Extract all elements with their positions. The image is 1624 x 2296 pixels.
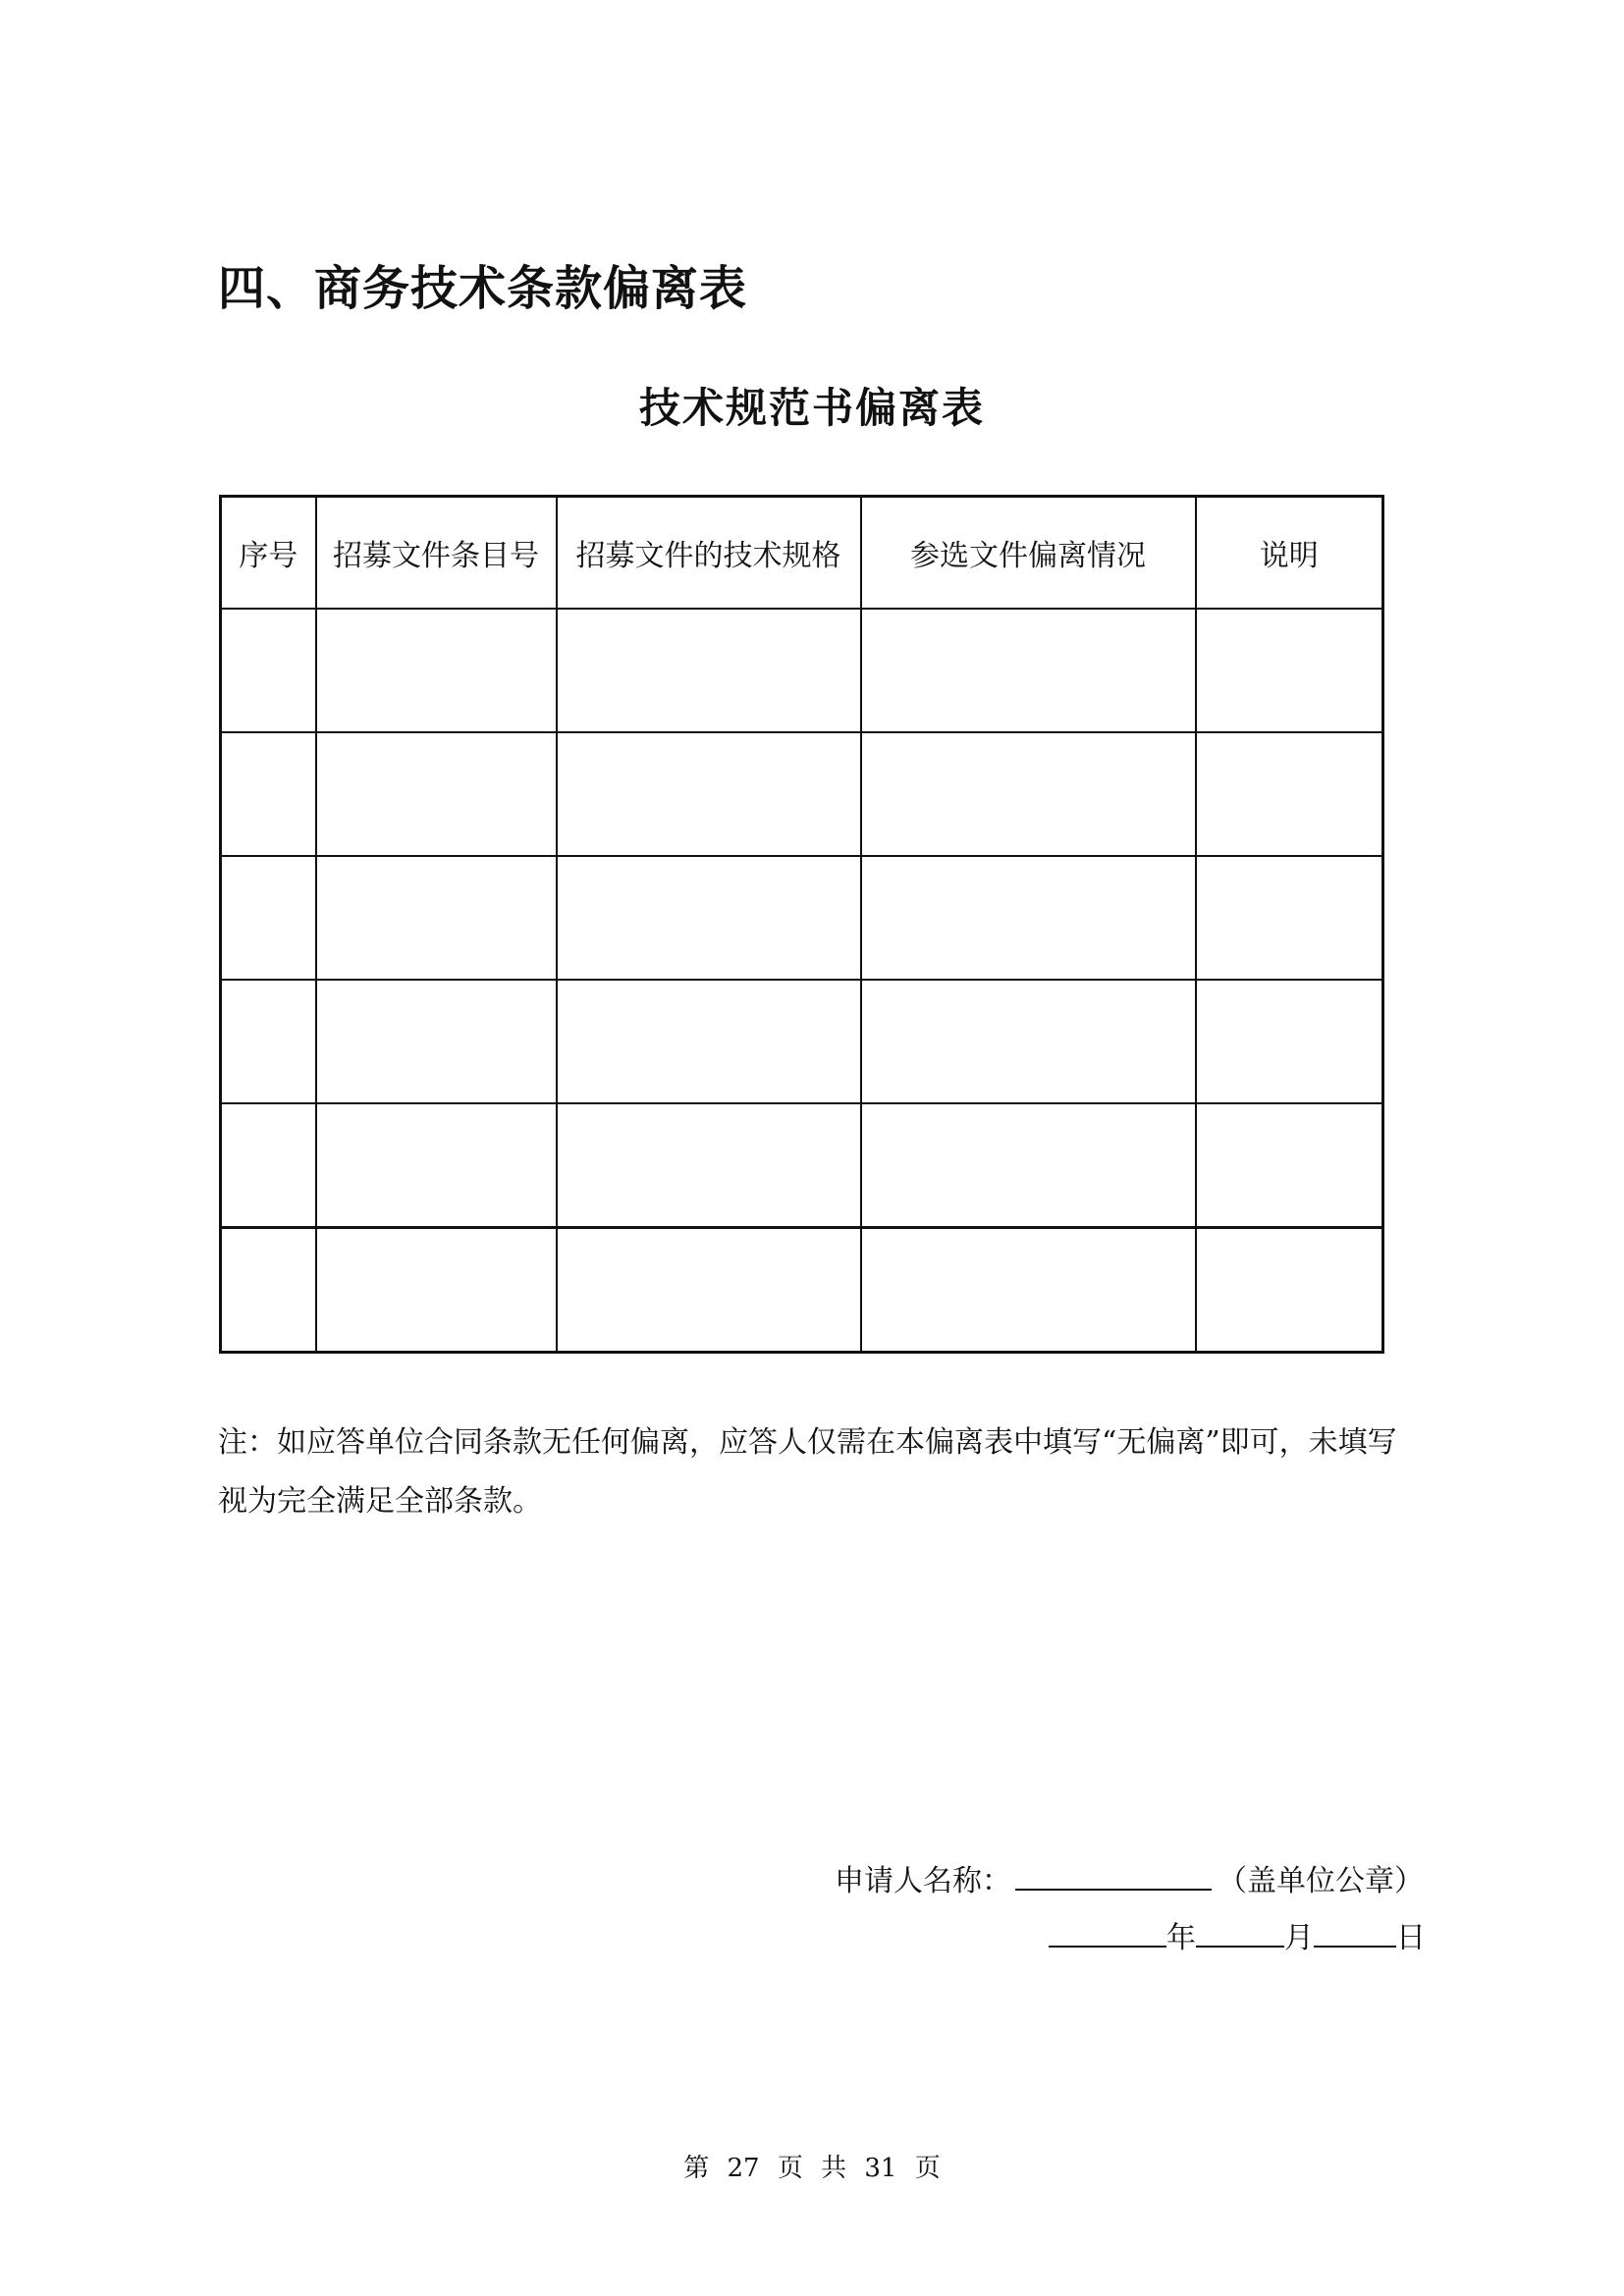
- month-field[interactable]: [1196, 1920, 1284, 1948]
- table-cell[interactable]: [316, 856, 557, 980]
- header-tech-spec: 招募文件的技术规格: [557, 497, 861, 610]
- table-cell[interactable]: [557, 609, 861, 732]
- seal-note: （盖单位公章）: [1218, 1864, 1424, 1898]
- table-cell[interactable]: [221, 1103, 316, 1228]
- page-footer: 第 27 页 共 31 页: [683, 2154, 941, 2183]
- table-cell[interactable]: [861, 732, 1196, 856]
- date-line: [1049, 1917, 1426, 1960]
- table-row: [221, 1228, 1383, 1353]
- year-label: 年: [1166, 1921, 1196, 1955]
- table-cell[interactable]: [557, 1228, 861, 1353]
- table-cell[interactable]: [557, 732, 861, 856]
- table-cell[interactable]: [316, 1103, 557, 1228]
- table-row: [221, 609, 1383, 732]
- table-cell[interactable]: [221, 980, 316, 1103]
- applicant-name-field[interactable]: [1015, 1865, 1212, 1891]
- table-cell[interactable]: [861, 1228, 1196, 1353]
- table-cell[interactable]: [316, 980, 557, 1103]
- table-cell[interactable]: [557, 1103, 861, 1228]
- table-cell[interactable]: [861, 980, 1196, 1103]
- table-cell[interactable]: [221, 732, 316, 856]
- header-clause-number: 招募文件条目号: [316, 497, 557, 610]
- note-text: 注：如应答单位合同条款无任何偏离，应答人仅需在本偏离表中填写“无偏离”即可，未填写视为完全满足全部条款。: [218, 1425, 1397, 1519]
- table-cell[interactable]: [221, 856, 316, 980]
- header-deviation-status: 参选文件偏离情况: [861, 497, 1196, 610]
- day-label: 日: [1396, 1921, 1426, 1955]
- applicant-label: 申请人名称：: [835, 1864, 1011, 1898]
- table-row: [221, 1103, 1383, 1228]
- table-cell[interactable]: [316, 609, 557, 732]
- table-row: [221, 732, 1383, 856]
- table-cell[interactable]: [221, 609, 316, 732]
- table-cell[interactable]: [861, 609, 1196, 732]
- table-cell[interactable]: [1196, 980, 1383, 1103]
- table-cell[interactable]: [316, 1228, 557, 1353]
- table-cell[interactable]: [221, 1228, 316, 1353]
- table-cell[interactable]: [1196, 856, 1383, 980]
- day-field[interactable]: [1314, 1920, 1396, 1948]
- table-cell[interactable]: [1196, 1228, 1383, 1353]
- table-cell[interactable]: [1196, 732, 1383, 856]
- table-header-row: [221, 497, 1383, 610]
- table-row: [221, 856, 1383, 980]
- section-heading: 四、商务技术条款偏离表: [218, 261, 748, 316]
- table-cell[interactable]: [861, 1103, 1196, 1228]
- header-remarks: 说明: [1196, 497, 1383, 610]
- table-cell[interactable]: [1196, 609, 1383, 732]
- table-cell[interactable]: [316, 732, 557, 856]
- header-serial-number: 序号: [221, 497, 316, 610]
- table-cell[interactable]: [557, 980, 861, 1103]
- table-cell[interactable]: [557, 856, 861, 980]
- table-cell[interactable]: [861, 856, 1196, 980]
- table-row: [221, 980, 1383, 1103]
- year-field[interactable]: [1049, 1920, 1166, 1948]
- table-cell[interactable]: [1196, 1103, 1383, 1228]
- table-title: 技术规范书偏离表: [638, 384, 985, 432]
- applicant-line: [835, 1860, 1424, 1903]
- deviation-table: [219, 495, 1384, 1354]
- month-label: 月: [1284, 1921, 1314, 1955]
